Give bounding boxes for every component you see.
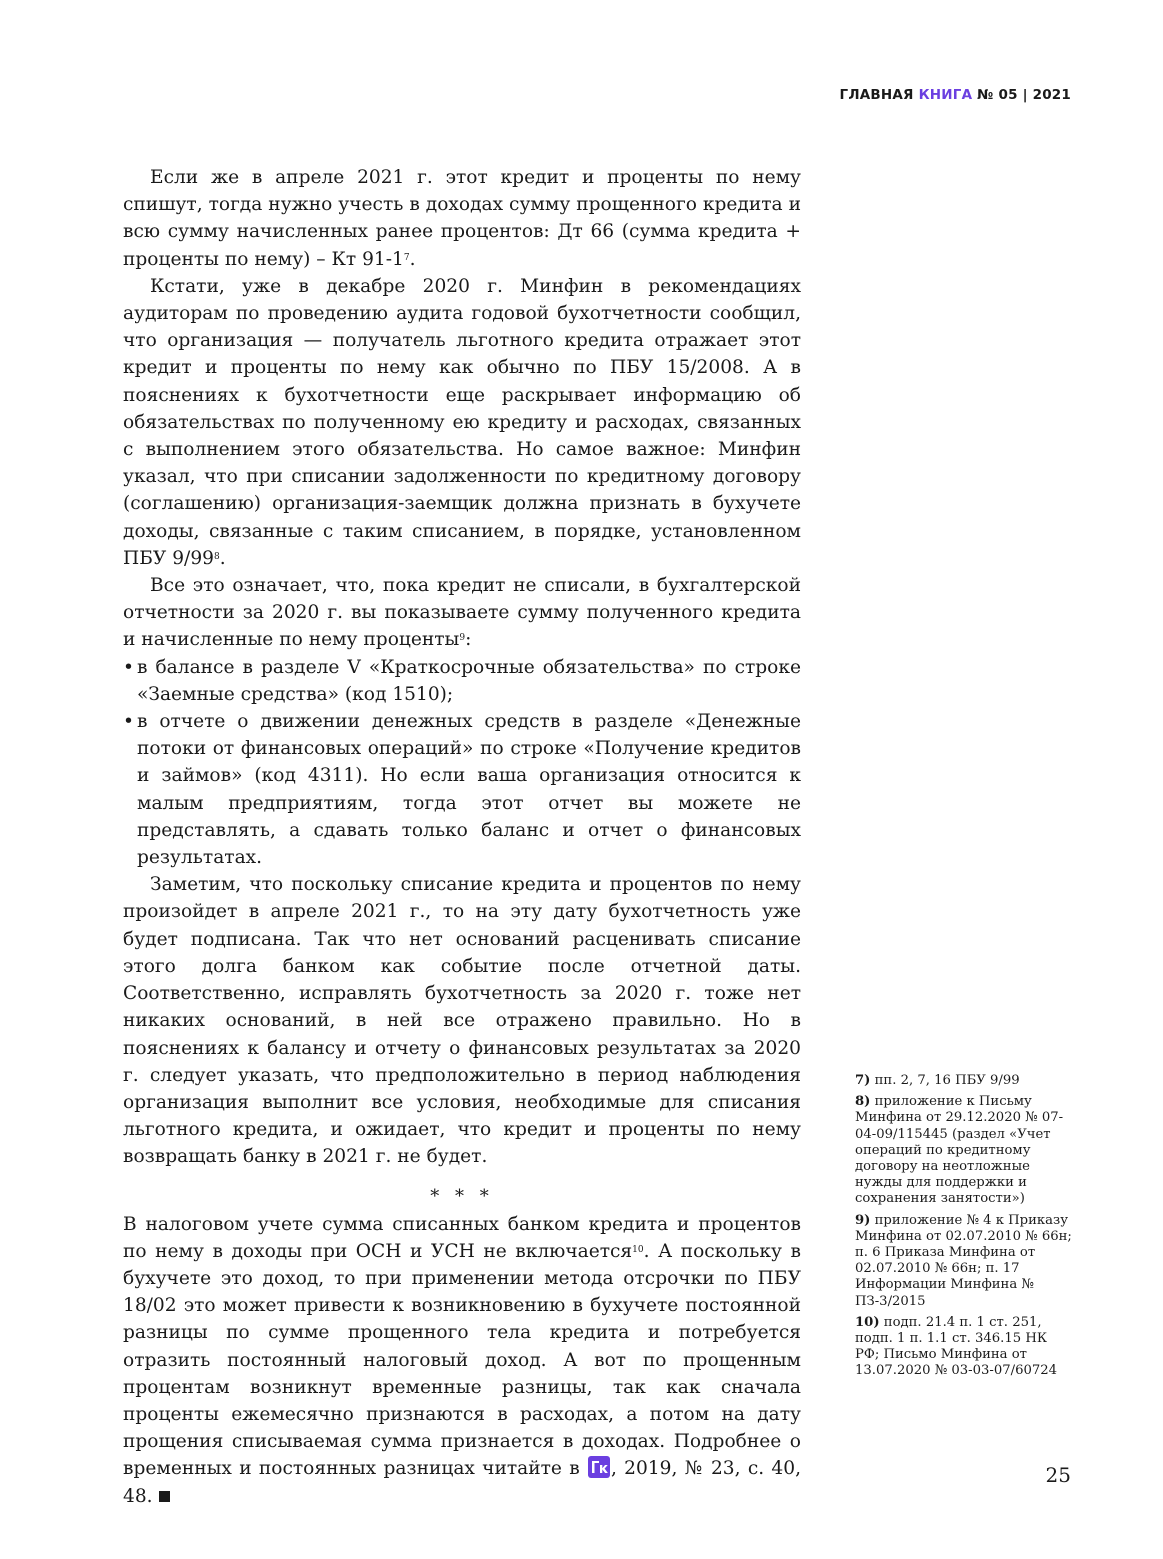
issue-number: № 05 | 2021: [977, 87, 1071, 103]
brand-name-part2: КНИГА: [918, 87, 973, 103]
footnote-10: 10) подп. 21.4 п. 1 ст. 251, подп. 1 п. 1.1 ст. 346.15 НК РФ; Письмо Минфина от 13.07.2020 № 03-03-07/60724: [855, 1314, 1058, 1379]
paragraph-2: Кстати, уже в декабре 2020 г. Минфин в рекомендациях аудиторам по проведению аудита годовой бухотчетности сообщил, что организация — получатель льготного кредита отражает этот кредит и проценты по нему как обычно по ПБУ 15/2008. А в пояснениях к бухотчетности еще раскрывает информацию об обязательствах по полученному ею кредиту и расходах, связанных с выполнением этого обязательства. Но самое важное: Минфин указал, что при списании задолженности по кредитному договору (соглашению) организация-заемщик должна признать в бухучете доходы, связанные с таким списанием, в порядке, установленном ПБУ 9/99$^8$.: [123, 275, 801, 569]
page-number: 25: [1045, 1463, 1071, 1487]
footnote-ref-9[interactable]: 9: [459, 633, 466, 644]
footnote-9: 9) приложение № 4 к Приказу Минфина от 02.07.2010 № 66н; п. 6 Приказа Минфина от 02.07.2010 № 66н; п. 17 Информации Минфина № ПЗ-3/2015: [855, 1212, 1072, 1309]
footnote-8: 8) приложение к Письму Минфина от 29.12.2020 № 07-04-09/115445 (раздел «Учет операций по кредитному договору на неотложные нужды для поддержки и сохранения занятости»): [855, 1094, 1064, 1207]
footnote-ref-8[interactable]: 8: [213, 551, 220, 562]
section-separator: * * *: [430, 1185, 494, 1207]
bullet-list: [123, 654, 801, 872]
list-item: • в отчете о движении денежных средств в разделе «Денежные потоки от финансовых операций» по строке «Получение кредитов и займов» (код 4311). Но если ваша организация относится к малым предприятиям, тогда этот отчет вы можете не представлять, а сдавать только баланс и отчет о финансовых результатах.: [123, 708, 801, 871]
footnotes-column: [855, 1073, 1075, 1385]
paragraph-1: Если же в апреле 2021 г. этот кредит и проценты по нему спишут, тогда нужно учесть в доходах сумму прощенного кредита и всю сумму начисленных ранее процентов: Дт 66 (сумма кредита + проценты по нему) – Кт 91-1$^7$.: [123, 167, 801, 270]
paragraph-5: В налоговом учете сумма списанных банком кредита и процентов по нему в доходы при ОСН и УСН не включается$^{10}$. А поскольку в бухучете это доход, то при применении метода отсрочки по ПБУ 18/02 это может привести к возникновению в бухучете постоянной разницы по сумме прощенного тела кредита и потребуется отразить постоянный налоговый доход. А вот по прощенным процентам возникнут временные разницы, так как сначала проценты ежемесячно признаются в расходах, а потом на дату прощения списываемая сумма признается в доходах. Подробнее о временных и постоянных разницах читайте в , 2019, № 23, с. 40, 48.: [123, 1213, 801, 1507]
bullet-icon: •: [123, 711, 134, 733]
paragraph-3: Все это означает, что, пока кредит не списали, в бухгалтерской отчетности за 2020 г. вы показываете сумму полученного кредита и начисленные по нему проценты$^9$:: [123, 575, 801, 651]
gk-logo-icon: [588, 1456, 610, 1478]
bullet-icon: •: [123, 656, 134, 678]
magazine-header: [840, 87, 1071, 103]
paragraph-4: Заметим, что поскольку списание кредита и процентов по нему произойдет в апреле 2021 г., то на эту дату бухотчетность уже будет подписана. Так что нет оснований расценивать списание этого долга банком как событие после отчетной даты. Соответственно, исправлять бухотчетность за 2020 г. тоже нет никаких оснований, в ней все отражено правильно. Но в пояснениях к балансу и отчету о финансовых результатах за 2020 г. следует указать, что предположительно в период наблюдения организация выполнит все условия, необходимые для списания льготного кредита, и ожидает, что кредит и проценты по нему возвращать банку в 2021 г. не будет.: [123, 874, 801, 1168]
brand-name-part1: ГЛАВНАЯ: [839, 87, 914, 103]
article-body: [123, 164, 801, 1510]
footnote-7: 7) пп. 2, 7, 16 ПБУ 9/99: [855, 1073, 1020, 1088]
footnote-ref-10[interactable]: 10: [632, 1244, 644, 1255]
end-of-article-icon: [159, 1491, 170, 1502]
footnote-ref-7[interactable]: 7: [403, 252, 410, 263]
list-item: • в балансе в разделе V «Краткосрочные обязательства» по строке «Заемные средства» (код 1510);: [123, 654, 801, 708]
